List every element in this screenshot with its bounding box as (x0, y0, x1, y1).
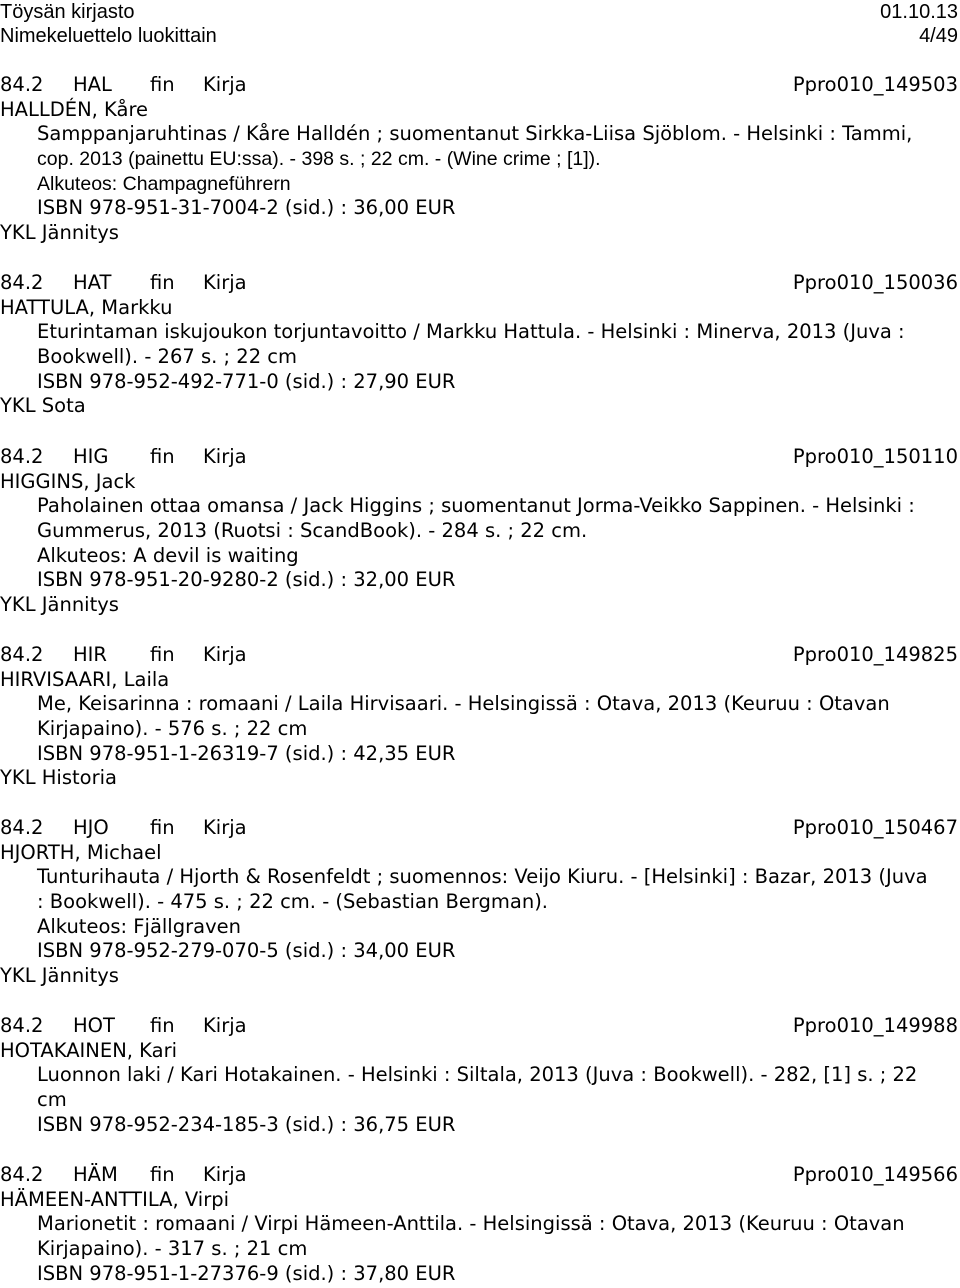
entry-class: 84.2 (0, 643, 44, 666)
entry-isbn: ISBN 978-951-20-9280-2 (sid.) : 32,00 EUR (37, 568, 456, 592)
list-title: Nimekeluettelo luokittain (0, 25, 217, 47)
catalog-entry (0, 1163, 958, 1286)
entry-original-title: Alkuteos: Champagneführern (37, 172, 291, 195)
entry-id: Ppro010_150110 (792, 445, 958, 468)
catalog-entry (0, 445, 958, 618)
entry-ykl: YKL Jännitys (0, 221, 119, 245)
catalog-entry (0, 816, 958, 989)
entry-isbn: ISBN 978-951-1-27376-9 (sid.) : 37,80 EUR (37, 1261, 456, 1285)
entry-description-line-1: Luonnon laki / Kari Hotakainen. - Helsinki : Siltala, 2013 (Juva : Bookwell). - 282, [1] s. ; 22 (37, 1063, 918, 1087)
entry-signum-row (0, 816, 958, 841)
entry-author: HALLDÉN, Kåre (0, 97, 149, 121)
entry-description-line-1: Tunturihauta / Hjorth & Rosenfeldt ; suomennos: Veijo Kiuru. - [Helsinki] : Bazar, 2013 (Juva (37, 865, 928, 889)
entry-description-line-1: Marionetit : romaani / Virpi Hämeen-Anttila. - Helsingissä : Otava, 2013 (Keuruu : Otavan (37, 1212, 905, 1236)
entry-signum-row (0, 1163, 958, 1188)
entry-code: HIR (73, 643, 107, 666)
entry-original-title: Alkuteos: Fjällgraven (37, 914, 241, 938)
entry-type: Kirja (203, 643, 247, 666)
entry-isbn: ISBN 978-952-279-070-5 (sid.) : 34,00 EUR (37, 939, 456, 963)
entry-class: 84.2 (0, 816, 44, 839)
entry-type: Kirja (203, 271, 247, 294)
entry-id: Ppro010_150036 (792, 271, 958, 294)
page-number: 4/49 (919, 25, 958, 47)
entry-description-line-1: Eturintaman iskujoukon torjuntavoitto / Markku Hattula. - Helsinki : Minerva, 2013 (Juva : (37, 320, 905, 344)
entry-id: Ppro010_149825 (792, 643, 958, 666)
entry-class: 84.2 (0, 1014, 44, 1037)
entry-type: Kirja (203, 816, 247, 839)
entry-isbn: ISBN 978-952-492-771-0 (sid.) : 27,90 EUR (37, 369, 456, 393)
catalog-entry (0, 1014, 958, 1137)
entry-description-line-2: Kirjapaino). - 317 s. ; 21 cm (37, 1237, 308, 1261)
entry-signum-row (0, 445, 958, 470)
entry-signum-row (0, 271, 958, 296)
entry-description-line-2: Kirjapaino). - 576 s. ; 22 cm (37, 717, 308, 741)
entry-description-line-2: cm (37, 1088, 67, 1112)
print-date: 01.10.13 (880, 1, 958, 23)
entry-language: fin (150, 271, 175, 294)
entry-language: fin (150, 445, 175, 468)
entry-language: fin (150, 73, 175, 96)
entry-code: HÄM (73, 1163, 118, 1186)
entry-type: Kirja (203, 1014, 247, 1037)
entry-author: HIRVISAARI, Laila (0, 667, 170, 691)
entry-author: HJORTH, Michael (0, 840, 162, 864)
entry-class: 84.2 (0, 1163, 44, 1186)
entry-language: fin (150, 816, 175, 839)
entry-ykl: YKL Jännitys (0, 964, 119, 988)
entry-description-line-1: Samppanjaruhtinas / Kåre Halldén ; suomentanut Sirkka-Liisa Sjöblom. - Helsinki : Tammi, (37, 122, 913, 146)
entry-class: 84.2 (0, 445, 44, 468)
entry-author: HOTAKAINEN, Kari (0, 1038, 178, 1062)
library-name: Töysän kirjasto (0, 1, 135, 23)
entry-description-line-2: Gummerus, 2013 (Ruotsi : ScandBook). - 284 s. ; 22 cm. (37, 519, 588, 543)
entry-language: fin (150, 1163, 175, 1186)
entry-signum-row (0, 643, 958, 668)
entry-signum-row (0, 1014, 958, 1039)
entry-ykl: YKL Jännitys (0, 593, 119, 617)
page-header-row-1 (0, 0, 958, 24)
entry-isbn: ISBN 978-951-1-26319-7 (sid.) : 42,35 EUR (37, 741, 456, 765)
entry-isbn: ISBN 978-952-234-185-3 (sid.) : 36,75 EUR (37, 1112, 456, 1136)
catalog-entry (0, 271, 958, 419)
entry-author: HÄMEEN-ANTTILA, Virpi (0, 1187, 230, 1211)
entry-code: HOT (73, 1014, 115, 1037)
entry-author: HATTULA, Markku (0, 295, 173, 319)
page-header-row-2 (0, 24, 958, 48)
entry-class: 84.2 (0, 73, 44, 96)
entry-ykl: YKL Historia (0, 766, 117, 790)
entry-ykl: YKL Sota (0, 394, 86, 418)
entry-language: fin (150, 1014, 175, 1037)
entry-type: Kirja (203, 73, 247, 96)
entry-code: HAL (73, 73, 112, 96)
entry-code: HAT (73, 271, 112, 294)
entry-description-line-1: Me, Keisarinna : romaani / Laila Hirvisaari. - Helsingissä : Otava, 2013 (Keuruu : Otavan (37, 692, 890, 716)
catalog-entry (0, 73, 958, 246)
entry-language: fin (150, 643, 175, 666)
entry-id: Ppro010_149988 (792, 1014, 958, 1037)
entry-description-line-1: Paholainen ottaa omansa / Jack Higgins ; suomentanut Jorma-Veikko Sappinen. - Helsinki : (37, 494, 915, 518)
entry-isbn: ISBN 978-951-31-7004-2 (sid.) : 36,00 EUR (37, 196, 456, 220)
entry-id: Ppro010_149503 (792, 73, 958, 96)
entry-class: 84.2 (0, 271, 44, 294)
entry-description-line-2: cop. 2013 (painettu EU:ssa). - 398 s. ; 22 cm. - (Wine crime ; [1]). (37, 148, 601, 171)
entry-original-title: Alkuteos: A devil is waiting (37, 543, 299, 567)
entry-description-line-2: Bookwell). - 267 s. ; 22 cm (37, 345, 298, 369)
entry-code: HIG (73, 445, 109, 468)
entry-id: Ppro010_149566 (792, 1163, 958, 1186)
entry-description-line-2: : Bookwell). - 475 s. ; 22 cm. - (Sebastian Bergman). (37, 890, 548, 914)
entry-type: Kirja (203, 1163, 247, 1186)
entry-author: HIGGINS, Jack (0, 469, 136, 493)
entry-id: Ppro010_150467 (792, 816, 958, 839)
catalog-entry (0, 643, 958, 791)
entry-signum-row (0, 73, 958, 98)
entry-code: HJO (73, 816, 109, 839)
entry-type: Kirja (203, 445, 247, 468)
